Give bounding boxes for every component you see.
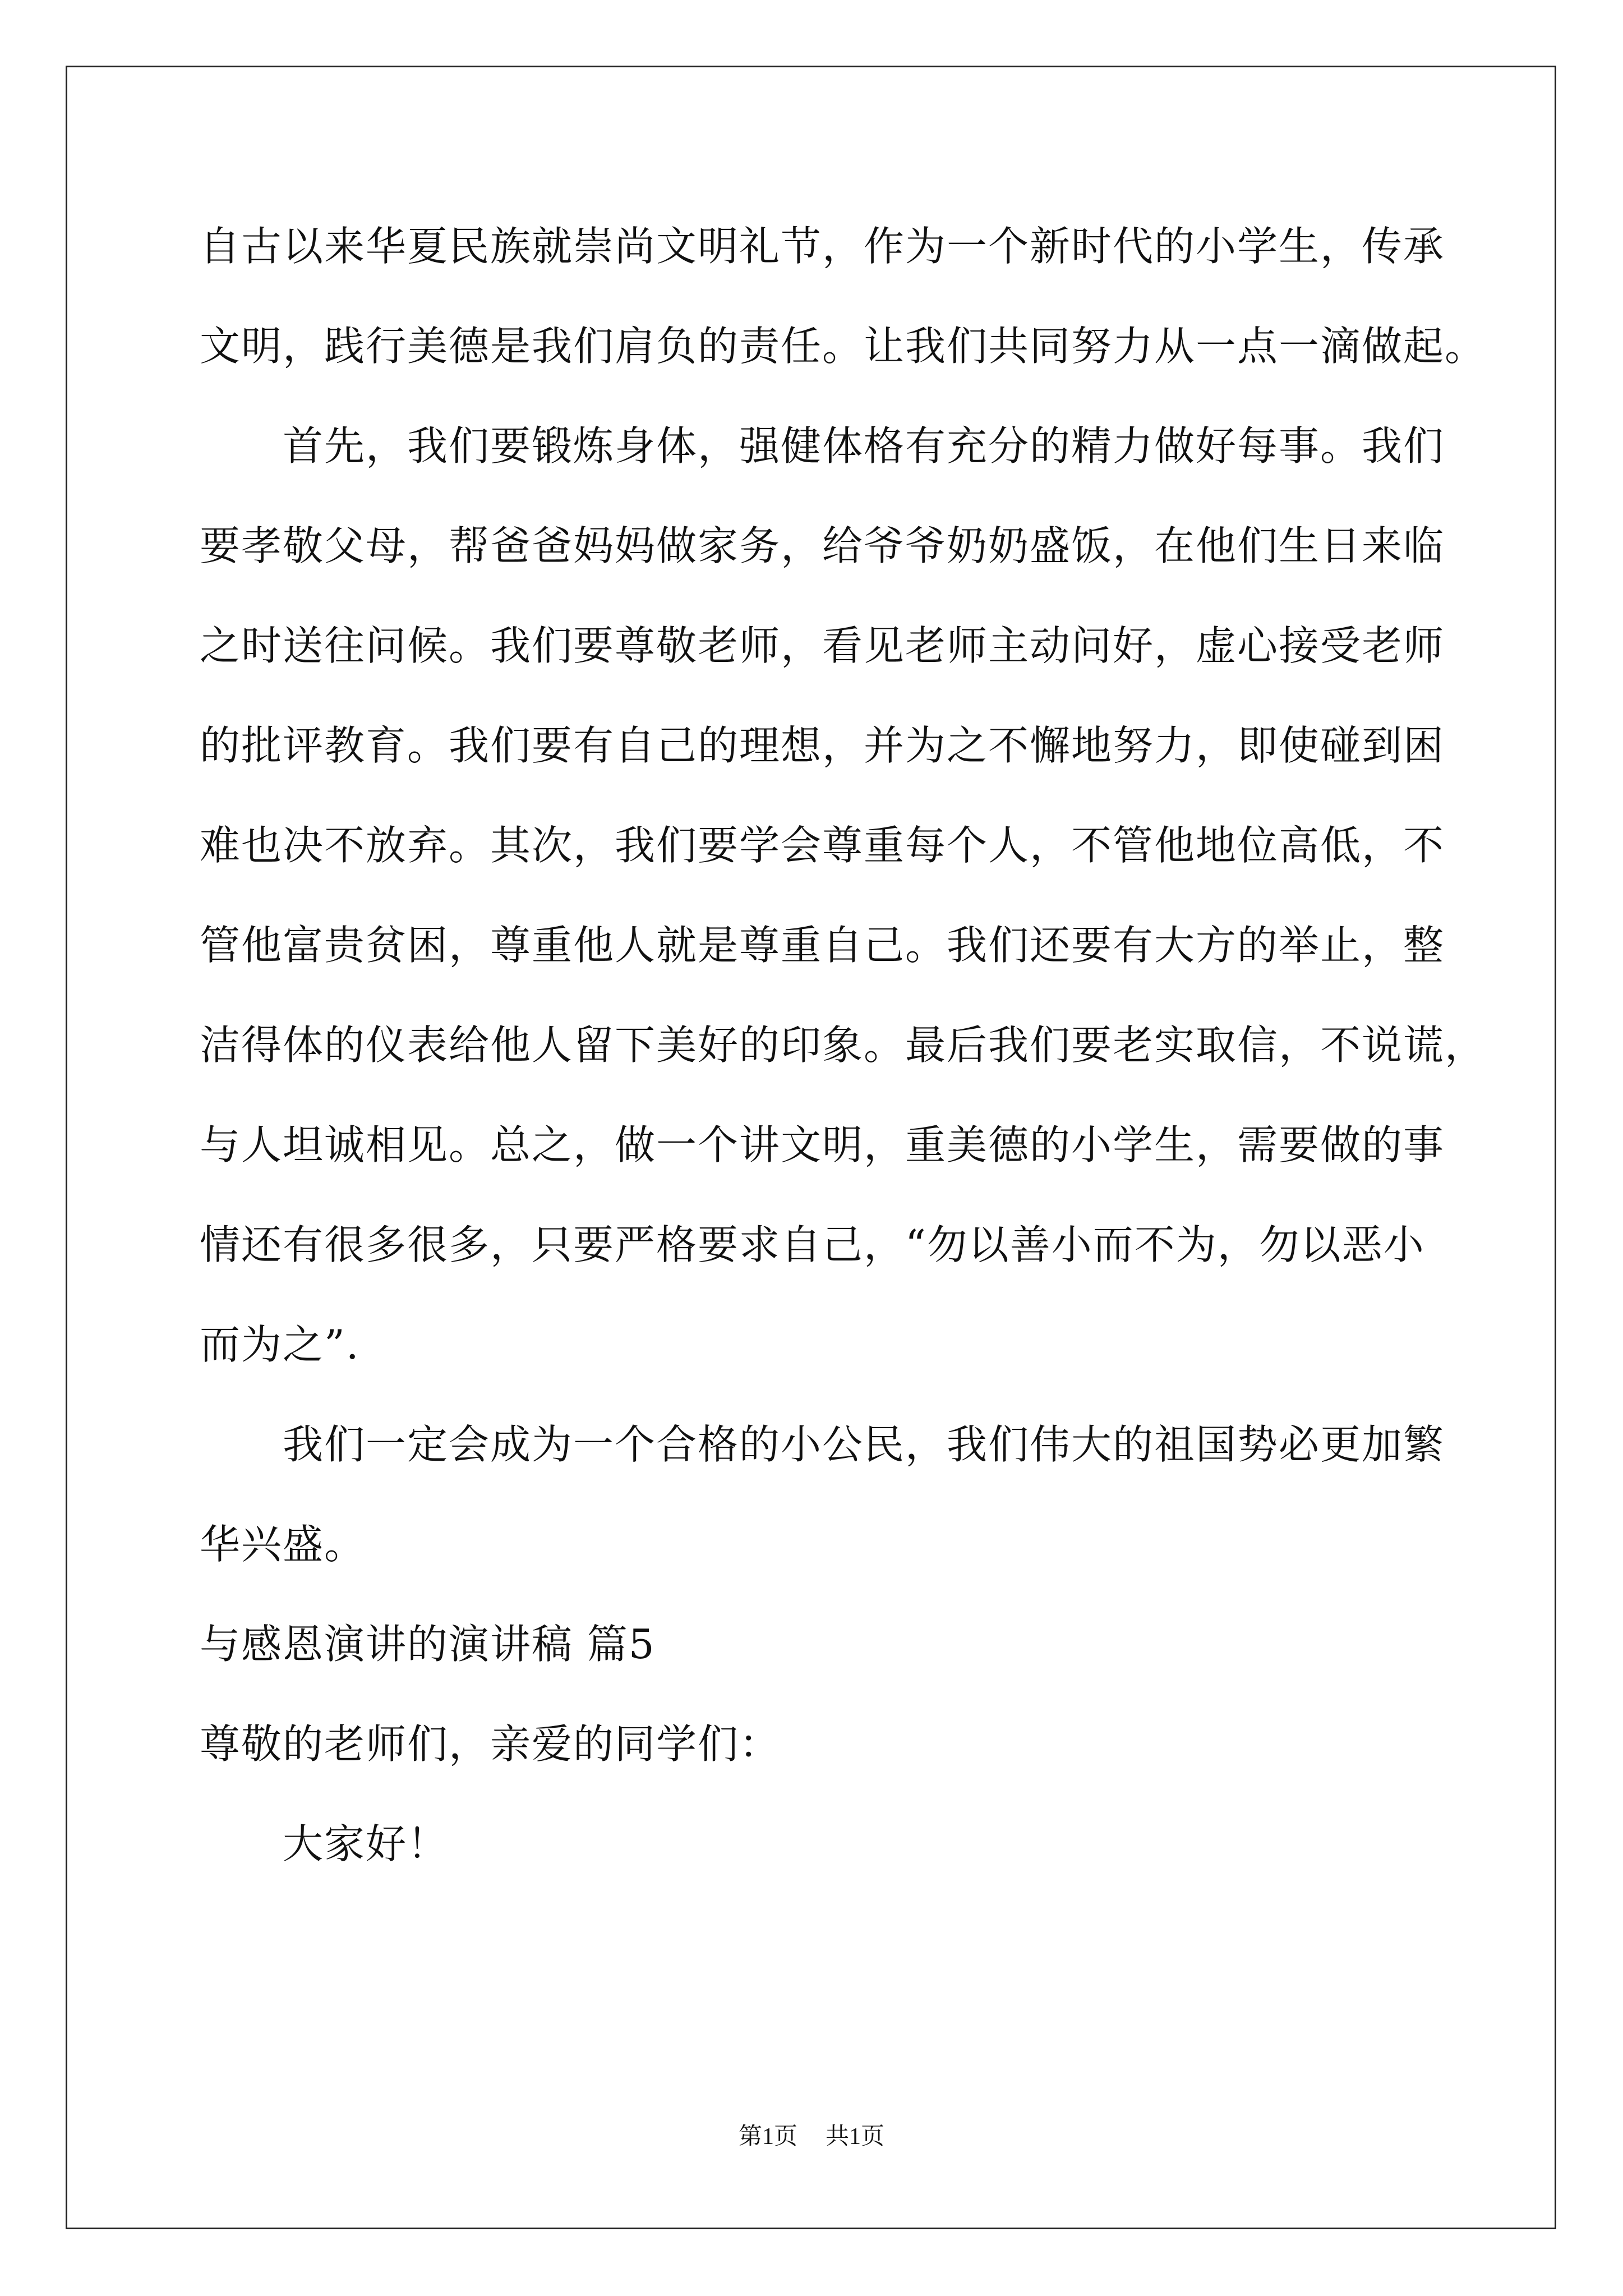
paragraph-line: 管他富贵贫困，尊重他人就是尊重自己。我们还要有大方的举止，整 [200, 922, 1445, 969]
paragraph-line: 我们一定会成为一个合格的小公民，我们伟大的祖国势必更加繁 [283, 1421, 1445, 1468]
page-footer [0, 2118, 1623, 2151]
paragraph-line: 首先，我们要锻炼身体，强健体格有充分的精力做好每事。我们 [283, 422, 1445, 470]
document-body [200, 196, 1487, 1894]
greeting: 大家好！ [283, 1820, 449, 1867]
page-total: 共1页 [826, 2124, 885, 2150]
paragraph-line: 而为之”. [200, 1321, 360, 1368]
paragraph-line: 的批评教育。我们要有自己的理想，并为之不懈地努力，即使碰到困 [200, 722, 1445, 769]
paragraph-line: 要孝敬父母，帮爸爸妈妈做家务，给爷爷奶奶盛饭，在他们生日来临 [200, 522, 1445, 569]
paragraph-line: 情还有很多很多，只要严格要求自己，“勿以善小而不为，勿以恶小 [200, 1221, 1425, 1268]
paragraph-line: 之时送往问候。我们要尊敬老师，看见老师主动问好，虚心接受老师 [200, 622, 1445, 669]
salutation: 尊敬的老师们，亲爱的同学们： [200, 1720, 781, 1768]
paragraph-line: 与人坦诚相见。总之，做一个讲文明，重美德的小学生，需要做的事 [200, 1121, 1445, 1168]
paragraph-line: 洁得体的仪表给他人留下美好的印象。最后我们要老实取信，不说谎， [200, 1022, 1487, 1069]
paragraph-line: 自古以来华夏民族就崇尚文明礼节，作为一个新时代的小学生，传承 [200, 223, 1445, 270]
section-heading: 与感恩演讲的演讲稿 篇5 [200, 1621, 656, 1668]
paragraph-line: 难也决不放弃。其次，我们要学会尊重每个人，不管他地位高低，不 [200, 822, 1445, 869]
paragraph-line: 文明，践行美德是我们肩负的责任。让我们共同努力从一点一滴做起。 [200, 323, 1487, 370]
page-number: 第1页 [738, 2124, 797, 2150]
paragraph-line: 华兴盛。 [200, 1521, 366, 1568]
